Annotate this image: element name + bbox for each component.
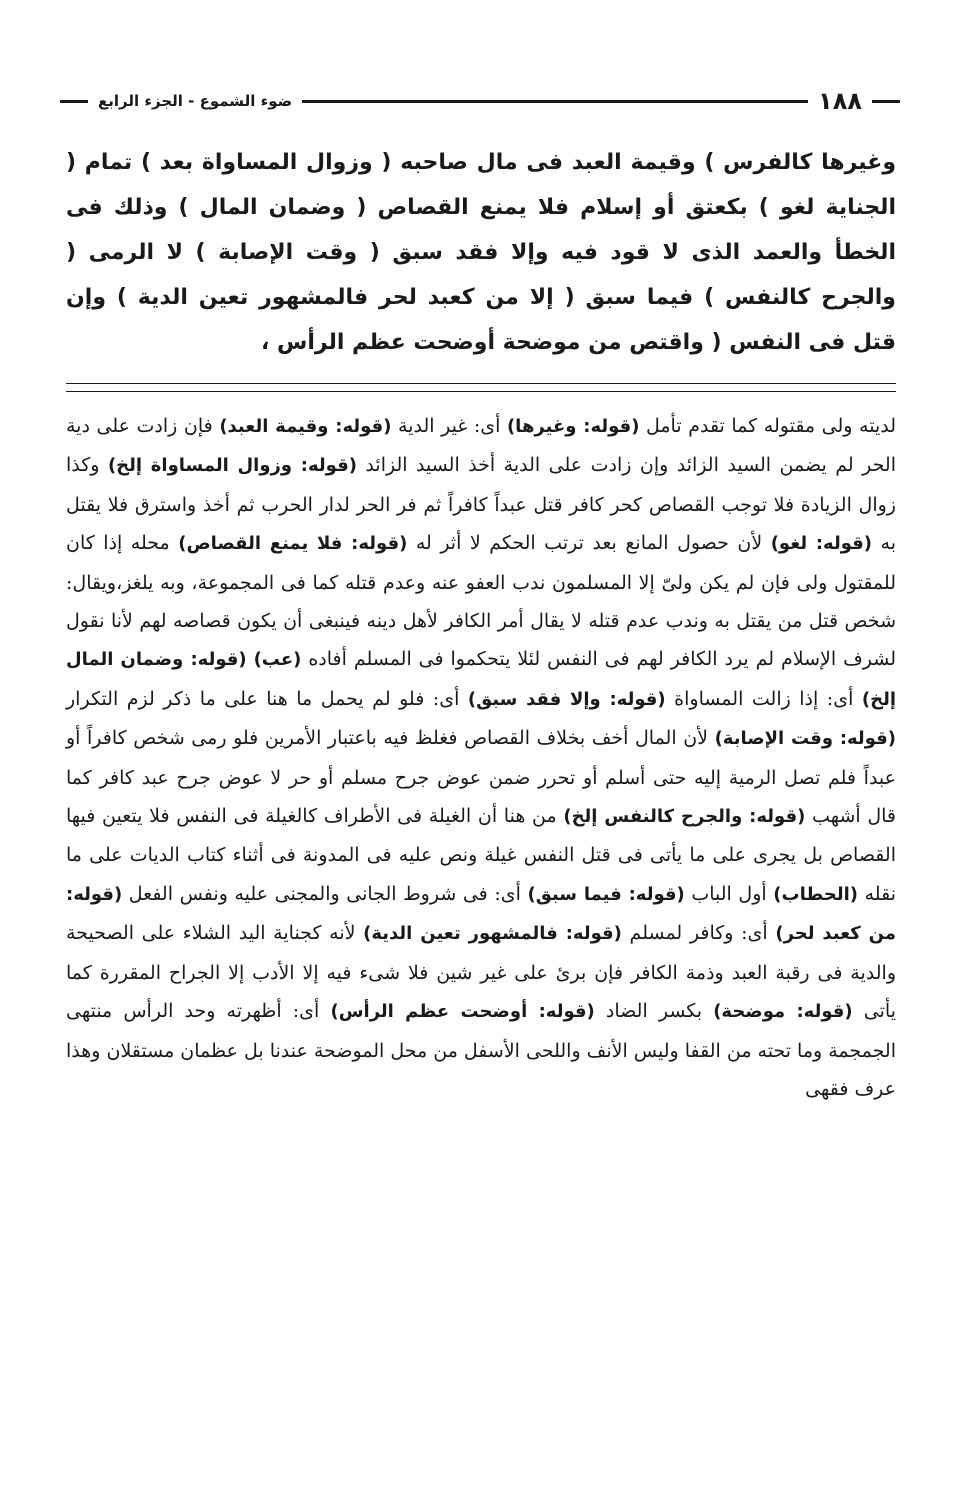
commentary-cue: (قوله: موضحة) bbox=[713, 1001, 853, 1023]
commentary-cue: (قوله: وقت الإصابة) bbox=[714, 728, 896, 750]
commentary-segment: من هنا أن الغيلة فى الأطراف كالغيلة فى النفس فلا يتعين فيها القصاص بل يجرى على ما يأتى فى قتل النفس غيلة ونص عليه فى المدونة فى أثناء كتاب الديات على ما نقله bbox=[66, 805, 896, 905]
commentary-cue: (قوله: وغيرها) bbox=[506, 416, 640, 437]
commentary-cue: (قوله: من كعبد لحر) bbox=[66, 883, 896, 945]
header-dash-left bbox=[60, 100, 88, 103]
commentary-segment: أى: فلو لم يحمل ما هنا على ما ذكر لزم التكرار bbox=[66, 687, 468, 710]
page-header bbox=[60, 86, 900, 116]
commentary-segment: أى: فى شروط الجانى والمجنى عليه ونفس الفعل bbox=[122, 882, 528, 905]
commentary-cue: (قوله: فالمشهور تعين الدية) bbox=[363, 923, 622, 945]
commentary-cue: (قوله: لغو) bbox=[770, 533, 873, 555]
commentary-text bbox=[66, 407, 896, 1108]
commentary-segment: أى: أظهرته وحد الرأس منتهى الجمجمة وما تحته من القفا وليس الأنف واللحى الأسفل من محل الموضحة عندنا بل عظمان مستقلان وهذا عرف فقهى bbox=[66, 1000, 896, 1100]
commentary-segment: أى: إذا زالت المساواة bbox=[665, 687, 862, 710]
commentary-cue: (قوله: أوضحت عظم الرأس) bbox=[330, 1001, 595, 1023]
commentary-segment: بكسر الضاد bbox=[594, 1000, 714, 1023]
commentary-cue: (قوله: والجرح كالنفس إلخ) bbox=[563, 806, 806, 828]
commentary-cue: (قوله: فيما سبق) bbox=[527, 883, 685, 905]
separator-rule-top bbox=[66, 383, 896, 384]
commentary-segment: أى: غير الدية bbox=[391, 415, 507, 437]
commentary-segment: وكذا زوال الزيادة فلا توجب القصاص كحر كافر قتل عبداً كافراً ثم فر الحر لدار الحرب ثم أخذ واسترق فلا يقتل به bbox=[66, 454, 897, 555]
page-number: ١٨٨ bbox=[818, 87, 862, 115]
commentary-cue: (قوله: وزوال المساواة إلخ) bbox=[107, 455, 357, 477]
header-rule bbox=[302, 100, 808, 103]
commentary-segment: لديته ولى مقتوله كما تقدم تأمل bbox=[639, 415, 897, 437]
commentary-segment: لأن حصول المانع بعد ترتب الحكم لا أثر له bbox=[407, 532, 771, 555]
commentary-segment: أول الباب bbox=[684, 882, 774, 905]
main-text-block bbox=[66, 140, 896, 365]
commentary-segment: أى: وكافر لمسلم bbox=[621, 922, 776, 945]
commentary-cue: (قوله: وإلا فقد سبق) bbox=[467, 688, 666, 710]
commentary-cue: (قوله: فلا يمنع القصاص) bbox=[178, 533, 408, 555]
header-dash-right bbox=[872, 100, 900, 103]
running-title: ضوء الشموع - الجزء الرابع bbox=[98, 92, 293, 110]
commentary-cue: (الحطاب) bbox=[773, 883, 859, 905]
commentary-cue: (قوله: وقيمة العبد) bbox=[219, 416, 392, 437]
commentary-block bbox=[66, 407, 896, 1108]
commentary-cue: (عب) bbox=[253, 649, 302, 671]
separator-rule-bottom bbox=[66, 391, 896, 392]
commentary-cue: (قوله: وضمان المال إلخ) bbox=[66, 649, 897, 710]
commentary-segment: لأنه كجناية اليد الشلاء على الصحيحة والدية فى رقبة العبد وذمة الكافر فإن برئ على غير شين فلا شىء فيه إلا الأدب إلا الجراح المقررة كما يأتى bbox=[66, 922, 896, 1023]
commentary-segment bbox=[247, 648, 254, 670]
commentary-segment: محله إذا كان للمقتول ولى فإن لم يكن ولىّ إلا المسلمون ندب العفو عنه وعدم قتله كما فى المجموعة، وبه يلغز،ويقال: شخص قتل من يقتل به وندب عدم قتله لا يقال أمر الكافر لأهل دينه فينبغى أن يكون قصاصه لهم لأنا نقول لشرف الإسلام لم يرد الكافر لهم فى النفس لئلا يتحكموا فى المسلم أفاده bbox=[66, 532, 896, 671]
commentary-segment: فإن زادت على دية الحر لم يضمن السيد الزائد وإن زادت على الدية أخذ السيد الزائد bbox=[66, 415, 896, 477]
commentary-segment: لأن المال أخف بخلاف القصاص فغلظ فيه باعتبار الأمرين فلو رمى شخص كافراً أو عبداً فلم تصل الرمية إليه حتى أسلم أو تحرر ضمن عوض جرح مسلم أو حر لا عوض جرح عبد كافر كما قال أشهب bbox=[66, 727, 897, 828]
main-text: وغيرها كالفرس ) وقيمة العبد فى مال صاحبه ( وزوال المساواة بعد ) تمام ( الجناية لغو ) بكعتق أو إسلام فلا يمنع القصاص ( وضمان المال ) وذلك فى الخطأ والعمد الذى لا قود فيه وإلا فقد سبق ( وقت الإصابة ) لا الرمى ( والجرح كالنفس ) فيما سبق ( إلا من كعبد لحر فالمشهور تعين الدية ) وإن قتل فى النفس ( واقتص من موضحة أوضحت عظم الرأس ، bbox=[66, 150, 896, 355]
